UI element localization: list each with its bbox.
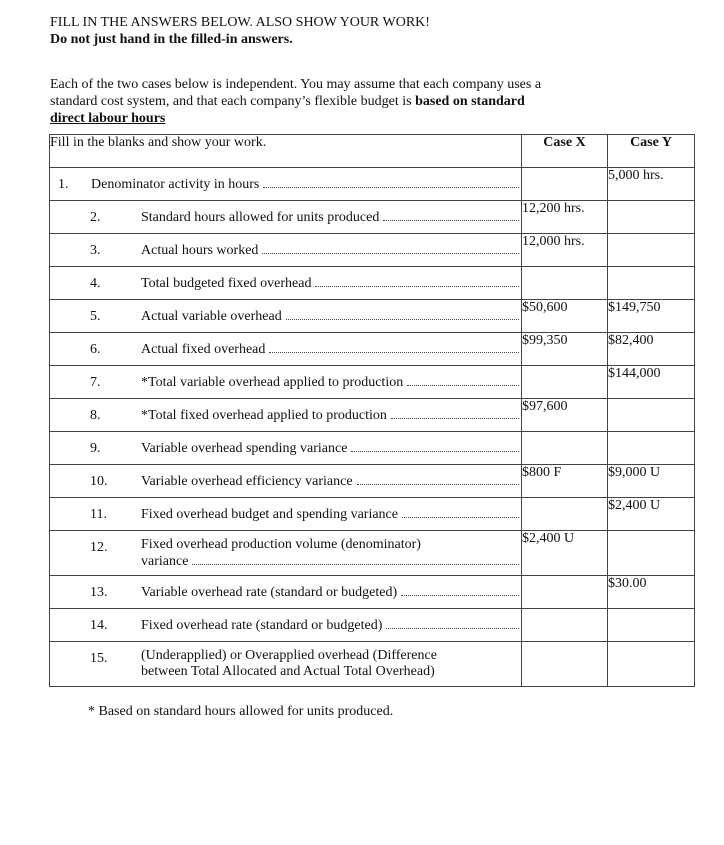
- case-x-answer-cell[interactable]: [522, 498, 608, 531]
- row-label: Actual variable overhead: [141, 309, 282, 324]
- case-y-answer-cell[interactable]: [608, 465, 695, 498]
- row-label-cell: [50, 168, 522, 201]
- row-label-cell: [50, 234, 522, 267]
- row-label-cell: [50, 432, 522, 465]
- row-label: *Total fixed overhead applied to production: [141, 408, 387, 423]
- row-number: 3.: [90, 243, 101, 258]
- case-x-answer-cell[interactable]: [522, 333, 608, 366]
- case-x-answer-cell[interactable]: [522, 609, 608, 642]
- row-label: Variable overhead spending variance: [141, 441, 348, 456]
- row-label-cell: [50, 366, 522, 399]
- row-label-cell: [50, 642, 522, 687]
- row-label-cell: [50, 300, 522, 333]
- case-x-answer-cell[interactable]: [522, 576, 608, 609]
- instruction-paragraph-line-1: Each of the two cases below is independent. You may assume that each company uses a: [50, 77, 542, 92]
- header-label: Fill in the blanks and show your work.: [50, 135, 522, 168]
- row-label: Denominator activity in hours: [91, 177, 260, 192]
- paragraph-plain-text: standard cost system, and that each company’s flexible budget is: [50, 94, 416, 109]
- case-y-value: $2,400 U: [608, 498, 661, 513]
- case-y-answer-cell[interactable]: [608, 642, 695, 687]
- case-x-answer-cell[interactable]: [522, 201, 608, 234]
- table-row: [50, 531, 695, 576]
- row-label-cell: [50, 333, 522, 366]
- row-number: 15.: [90, 651, 108, 666]
- case-y-answer-cell[interactable]: [608, 498, 695, 531]
- instruction-warning: Do not just hand in the filled-in answers.: [50, 32, 293, 47]
- row-label: *Total variable overhead applied to production: [141, 375, 404, 390]
- dotted-leader: [402, 506, 519, 518]
- case-y-answer-cell[interactable]: [608, 609, 695, 642]
- case-x-header: Case X: [522, 135, 608, 168]
- row-label: Variable overhead efficiency variance: [141, 474, 353, 489]
- table-row: [50, 201, 695, 234]
- table-row: [50, 609, 695, 642]
- case-y-header: Case Y: [608, 135, 695, 168]
- case-y-answer-cell[interactable]: [608, 234, 695, 267]
- dotted-leader: [357, 473, 519, 485]
- case-x-answer-cell[interactable]: [522, 432, 608, 465]
- case-y-value: $82,400: [608, 333, 654, 348]
- case-x-answer-cell[interactable]: [522, 465, 608, 498]
- dotted-leader: [401, 584, 519, 596]
- row-number: 8.: [90, 408, 101, 423]
- case-y-answer-cell[interactable]: [608, 531, 695, 576]
- case-x-value: $99,350: [522, 333, 568, 348]
- row-label: Standard hours allowed for units produced: [141, 210, 380, 225]
- table-row: [50, 267, 695, 300]
- case-x-answer-cell[interactable]: [522, 399, 608, 432]
- case-y-answer-cell[interactable]: [608, 576, 695, 609]
- row-label: Fixed overhead production volume (denominator): [141, 537, 421, 552]
- case-x-answer-cell[interactable]: [522, 531, 608, 576]
- table-header-row: [50, 135, 695, 168]
- table-row: [50, 498, 695, 531]
- case-y-value: $30.00: [608, 576, 647, 591]
- dotted-leader: [315, 275, 519, 287]
- row-number: 10.: [90, 474, 108, 489]
- case-y-answer-cell[interactable]: [608, 366, 695, 399]
- footnote: * Based on standard hours allowed for units produced.: [88, 704, 394, 719]
- row-label-continued: variance: [141, 554, 189, 569]
- case-y-answer-cell[interactable]: [608, 201, 695, 234]
- case-x-value: $800 F: [522, 465, 562, 480]
- case-x-answer-cell[interactable]: [522, 267, 608, 300]
- dotted-leader: [286, 308, 519, 320]
- case-y-answer-cell[interactable]: [608, 267, 695, 300]
- row-number: 4.: [90, 276, 101, 291]
- dotted-leader: [351, 440, 519, 452]
- table-row: [50, 399, 695, 432]
- case-x-answer-cell[interactable]: [522, 300, 608, 333]
- dotted-leader: [383, 209, 519, 221]
- row-number: 7.: [90, 375, 101, 390]
- row-label-cell: [50, 399, 522, 432]
- row-number: 5.: [90, 309, 101, 324]
- paragraph-bold-text: based on standard: [415, 94, 525, 109]
- row-number: 11.: [90, 507, 107, 522]
- case-y-value: $149,750: [608, 300, 661, 315]
- row-number: 6.: [90, 342, 101, 357]
- dotted-leader: [192, 553, 519, 565]
- case-y-value: $144,000: [608, 366, 661, 381]
- case-y-answer-cell[interactable]: [608, 399, 695, 432]
- dotted-leader: [262, 242, 519, 254]
- row-label-continued: between Total Allocated and Actual Total Overhead): [141, 664, 435, 679]
- dotted-leader: [391, 407, 519, 419]
- row-label: Actual hours worked: [141, 243, 259, 258]
- row-label: Total budgeted fixed overhead: [141, 276, 312, 291]
- row-label: Fixed overhead rate (standard or budgeted): [141, 618, 383, 633]
- row-label: Actual fixed overhead: [141, 342, 266, 357]
- row-label-cell: [50, 267, 522, 300]
- case-x-value: 12,000 hrs.: [522, 234, 585, 249]
- row-label-cell: [50, 465, 522, 498]
- case-x-value: $2,400 U: [522, 531, 575, 546]
- overhead-worksheet-table: [49, 134, 695, 687]
- row-label-cell: [50, 609, 522, 642]
- case-y-value: 5,000 hrs.: [608, 168, 664, 183]
- dotted-leader: [269, 341, 519, 353]
- instruction-paragraph-line-2: [50, 93, 525, 110]
- case-x-answer-cell[interactable]: [522, 234, 608, 267]
- row-label-cell: [50, 576, 522, 609]
- table-row: [50, 234, 695, 267]
- row-label: Variable overhead rate (standard or budgeted): [141, 585, 398, 600]
- row-label-cell: [50, 201, 522, 234]
- table-row: [50, 576, 695, 609]
- instruction-heading: FILL IN THE ANSWERS BELOW. ALSO SHOW YOUR WORK!: [50, 15, 430, 30]
- row-number: 12.: [90, 540, 108, 555]
- instruction-paragraph-line-3: direct labour hours: [50, 111, 166, 126]
- table-row: [50, 642, 695, 687]
- table-row: [50, 366, 695, 399]
- row-label: (Underapplied) or Overapplied overhead (Difference: [141, 648, 437, 663]
- row-number: 2.: [90, 210, 101, 225]
- table-row: [50, 432, 695, 465]
- dotted-leader: [386, 617, 519, 629]
- case-y-answer-cell[interactable]: [608, 300, 695, 333]
- case-y-answer-cell[interactable]: [608, 333, 695, 366]
- row-number: 13.: [90, 585, 108, 600]
- case-x-answer-cell[interactable]: [522, 168, 608, 201]
- table-row: [50, 333, 695, 366]
- row-number: 9.: [90, 441, 101, 456]
- row-number: 1.: [58, 177, 69, 192]
- row-number: 14.: [90, 618, 108, 633]
- case-y-value: $9,000 U: [608, 465, 661, 480]
- case-x-value: $97,600: [522, 399, 568, 414]
- row-label-cell: [50, 498, 522, 531]
- table-row: [50, 465, 695, 498]
- table-row: [50, 168, 695, 201]
- case-y-answer-cell[interactable]: [608, 168, 695, 201]
- table-row: [50, 300, 695, 333]
- case-x-answer-cell[interactable]: [522, 366, 608, 399]
- dotted-leader: [263, 176, 519, 188]
- case-x-value: $50,600: [522, 300, 568, 315]
- case-x-answer-cell[interactable]: [522, 642, 608, 687]
- row-label: Fixed overhead budget and spending variance: [141, 507, 398, 522]
- case-x-value: 12,200 hrs.: [522, 201, 585, 216]
- row-label-cell: [50, 531, 522, 576]
- dotted-leader: [407, 374, 519, 386]
- case-y-answer-cell[interactable]: [608, 432, 695, 465]
